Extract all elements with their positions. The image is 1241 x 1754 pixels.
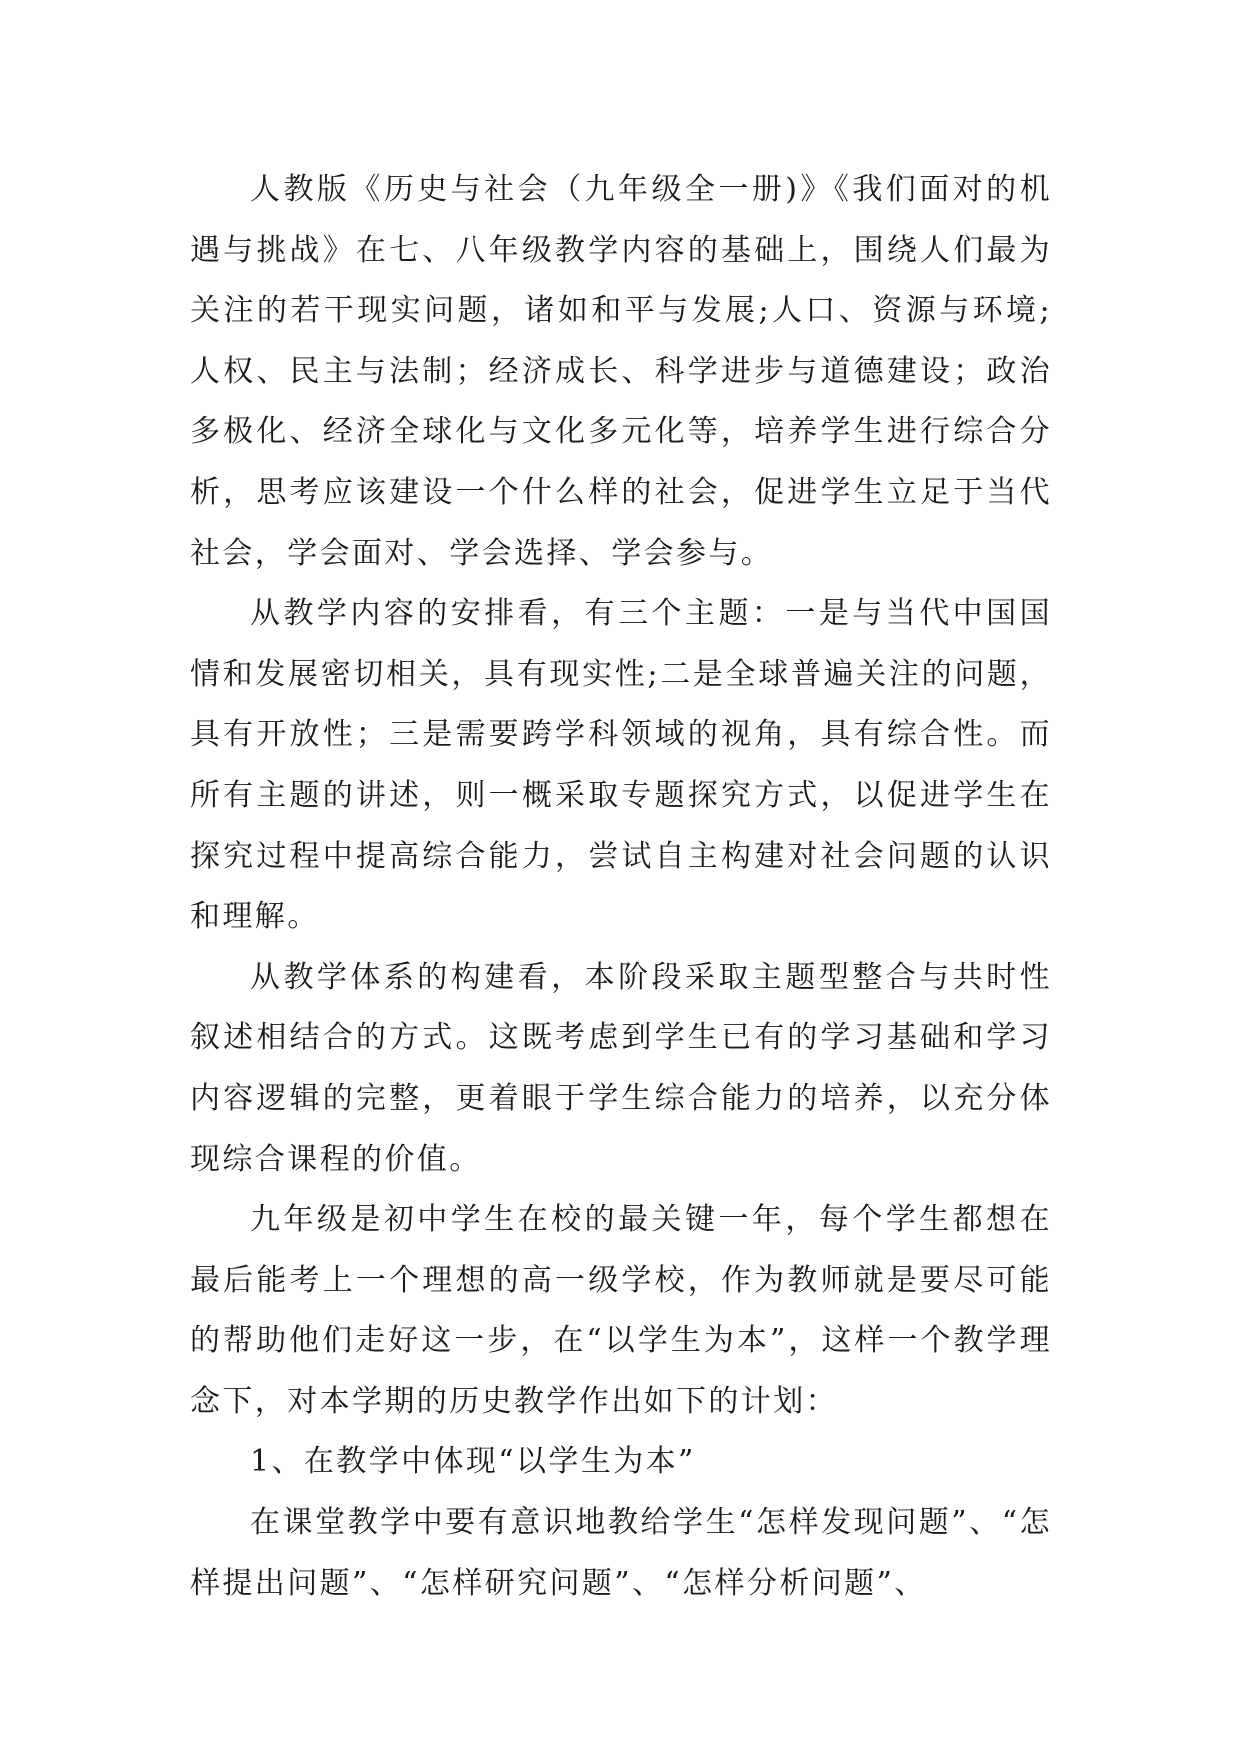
paragraph-teaching-system: 从教学体系的构建看，本阶段采取主题型整合与共时性叙述相结合的方式。这既考虑到学生已有的学习基础和学习内容逻辑的完整，更着眼于学生综合能力的培养，以充分体现综合课程的价值。 [190,959,1052,1177]
paragraph-textbook-overview: 人教版《历史与社会（九年级全一册)》《我们面对的机遇与挑战》在七、八年级教学内容的基础上，围绕人们最为关注的若干现实问题，诸如和平与发展;人口、资源与环境;人权、民主与法制；经济成长、科学进步与道德建设；政治多极化、经济全球化与文化多元化等，培养学生进行综合分析，思考应该建设一个什么样的社会，促进学生立足于当代社会，学会面对、学会选择、学会参与。 [190,172,1052,571]
document-body [190,160,1052,1614]
section-heading-student-centered: 1、在教学中体现“以学生为本” [250,1444,696,1480]
paragraph-classroom-teaching: 在课堂教学中要有意识地教给学生“怎样发现问题”、“怎样提出问题”、“怎样研究问题”、“怎样分析问题”、 [190,1505,1052,1601]
paragraph-teaching-content: 从教学内容的安排看，有三个主题：一是与当代中国国情和发展密切相关，具有现实性;二是全球普遍关注的问题，具有开放性；三是需要跨学科领域的视角，具有综合性。而所有主题的讲述，则一概采取专题探究方式，以促进学生在探究过程中提高综合能力，尝试自主构建对社会问题的认识和理解。 [190,596,1052,935]
paragraph-grade-nine-plan: 九年级是初中学生在校的最关键一年，每个学生都想在最后能考上一个理想的高一级学校，作为教师就是要尽可能的帮助他们走好这一步，在“以学生为本”，这样一个教学理念下，对本学期的历史教学作出如下的计划： [190,1202,1052,1419]
